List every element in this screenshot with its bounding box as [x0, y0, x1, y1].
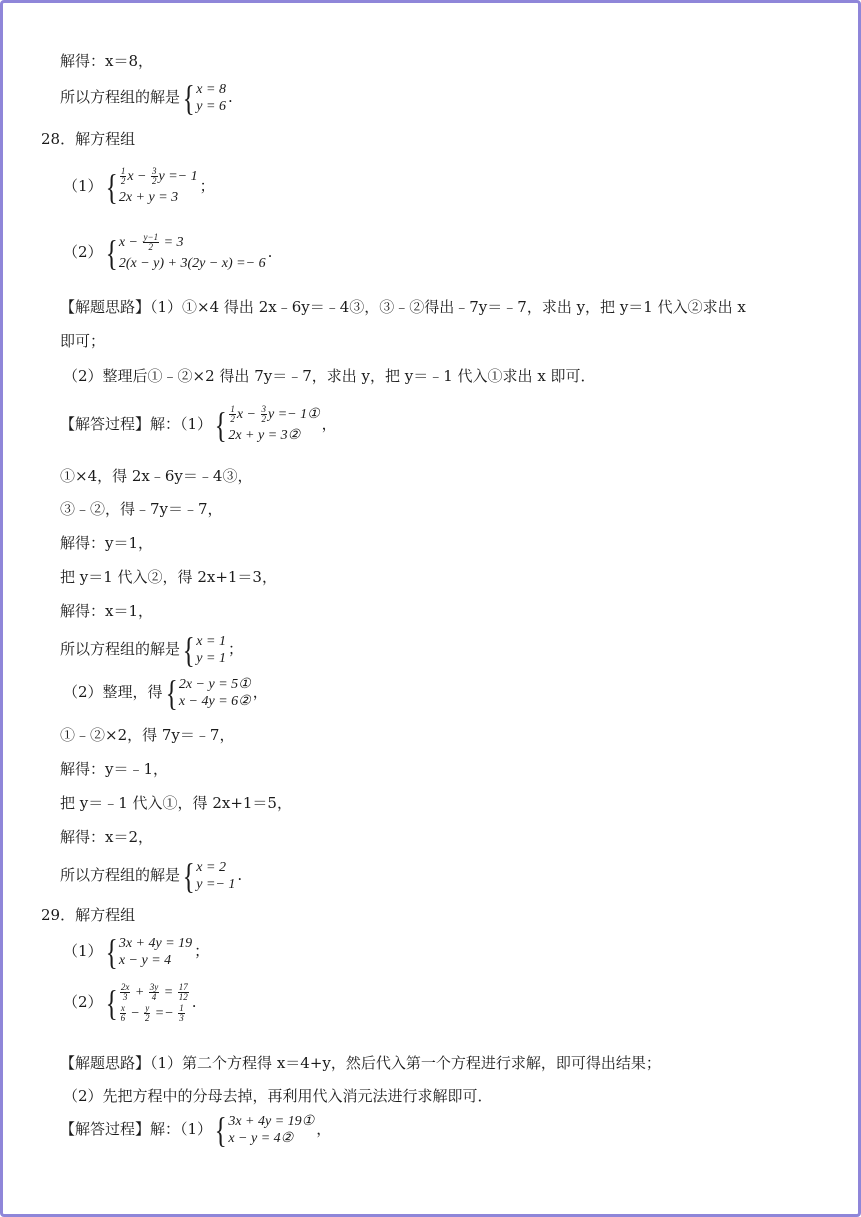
solution-idea-2: （2）整理后①﹣②×2 得出 7y＝﹣7，求出 y，把 y＝﹣1 代入①求出 x 即可． — [63, 367, 596, 385]
question-29-part-1: （1） { 3x + 4y = 19 x − y = 4 ； — [63, 932, 210, 972]
question-29-part-2: （2） { $\frac{2x}{3}$ + $\frac{3y}{4}$ = $\frac{17}{12}$ $\frac{x}{6}$ − $\frac{y}{2}$ =− $\frac{1}{3}$ . — [63, 982, 197, 1024]
text-line: 解得：y＝﹣1， — [60, 760, 169, 778]
solution-idea: 【解题思路】（1）①×4 得出 2x﹣6y＝﹣4③，③﹣②得出﹣7y＝﹣7，求出 y，把 y＝1 代入②求出 x — [60, 298, 746, 316]
equation-system: { 3x + 4y = 19 x − y = 4 — [105, 932, 193, 972]
text-line: 解得：x＝2， — [60, 828, 154, 846]
solution-process: 【解答过程】解：（1） { 3x + 4y = 19① x − y = 4② ， — [60, 1110, 332, 1150]
text-line: 解得：x＝1， — [60, 602, 154, 620]
equation-system: { 3x + 4y = 19① x − y = 4② — [214, 1110, 315, 1150]
equation-system: { x = 2 y =− 1 — [182, 856, 236, 896]
question-29-title: 29．解方程组 — [41, 906, 136, 924]
text-line: 把 y＝﹣1 代入①，得 2x+1＝5， — [60, 794, 292, 812]
solution-line: 所以方程组的解是 { x = 2 y =− 1 . — [60, 856, 243, 896]
solution-line: 所以方程组的解是 { x = 8 y = 6 . — [60, 78, 233, 118]
text-line: 把 y＝1 代入②，得 2x+1＝3， — [60, 568, 277, 586]
solution-idea-2: （2）先把方程中的分母去掉，再利用代入消元法进行求解即可． — [63, 1087, 493, 1105]
text-line: ③﹣②，得﹣7y＝﹣7， — [60, 500, 223, 518]
solution-idea-cont: 即可； — [60, 332, 106, 350]
question-28-part-1: （1） { $\frac{1}{2}$ x − $\frac{3}{2}$ y =− 1 2x + y = 3 ； — [63, 166, 215, 207]
equation-system: { 2x − y = 5① x − 4y = 6② — [165, 673, 251, 713]
solution-line: 所以方程组的解是 { x = 1 y = 1 ； — [60, 630, 243, 670]
solution-line: （2）整理，得 { 2x − y = 5① x − 4y = 6② ， — [63, 673, 268, 713]
solution-idea: 【解题思路】（1）第二个方程得 x＝4+y，然后代入第一个方程进行求解，即可得出结果； — [60, 1054, 661, 1072]
equation-system: { x − $\frac{y-1}{2}$ = 3 2(x − y) + 3(2y − x) =− 6 — [105, 232, 266, 273]
text-line: ①﹣②×2，得 7y＝﹣7， — [60, 726, 235, 744]
question-28-part-2: （2） { x − $\frac{y-1}{2}$ = 3 2(x − y) + 3(2y − x) =− 6 . — [63, 232, 273, 273]
equation-system: { x = 8 y = 6 — [182, 78, 226, 118]
question-28-title: 28．解方程组 — [41, 130, 136, 148]
text-line: 解得：x＝8， — [60, 52, 154, 70]
equation-system: { x = 1 y = 1 — [182, 630, 226, 670]
equation-system: { $\frac{1}{2}$ x − $\frac{3}{2}$ y =− 1① 2x + y = 3② — [214, 404, 320, 445]
solution-process: 【解答过程】解：（1） { $\frac{1}{2}$ x − $\frac{3}{2}$ y =− 1① 2x + y = 3② ， — [60, 404, 337, 445]
text-line: ①×4，得 2x﹣6y＝﹣4③， — [60, 467, 253, 485]
text-line: 解得：y＝1， — [60, 534, 154, 552]
equation-system: { $\frac{2x}{3}$ + $\frac{3y}{4}$ = $\frac{17}{12}$ $\frac{x}{6}$ − $\frac{y}{2}$ =− $\frac{1}{3}$ — [105, 982, 188, 1024]
equation-system: { $\frac{1}{2}$ x − $\frac{3}{2}$ y =− 1 2x + y = 3 — [105, 166, 198, 207]
